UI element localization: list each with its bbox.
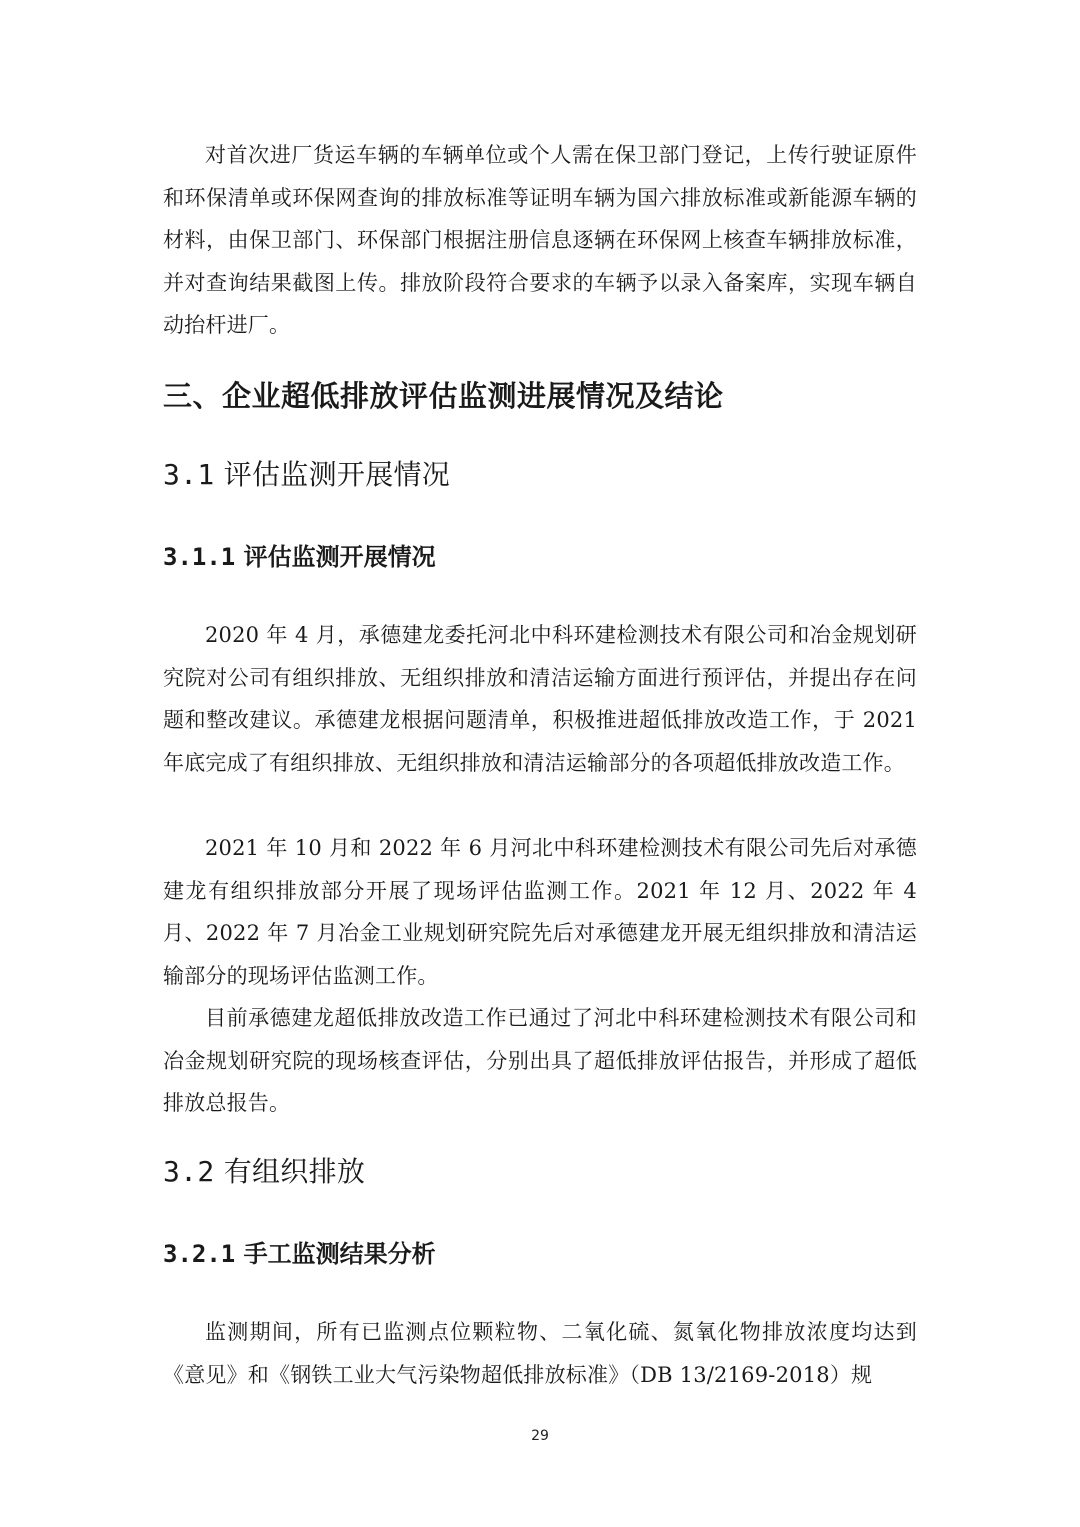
section-heading-3-2 [163, 1152, 917, 1192]
section-number: 3.2 [163, 1155, 215, 1188]
subsection-title: 手工监测结果分析 [243, 1240, 436, 1268]
section-title: 评估监测开展情况 [223, 458, 451, 491]
paragraph-manual-monitoring-results: 监测期间，所有已监测点位颗粒物、二氧化硫、氮氧化物排放浓度均达到《意见》和《钢铁工业大气污染物超低排放标准》（DB 13/2169-2018）规 [163, 1320, 917, 1387]
section-title: 有组织排放 [223, 1155, 366, 1188]
section-number: 3.1 [163, 458, 215, 491]
subsection-number: 3.2.1 [163, 1240, 236, 1268]
subsection-heading-3-2-1 [163, 1236, 917, 1272]
paragraph-current-status: 目前承德建龙超低排放改造工作已通过了河北中科环建检测技术有限公司和冶金规划研究院的现场核查评估，分别出具了超低排放评估报告，并形成了超低排放总报告。 [163, 1006, 917, 1116]
subsection-heading-3-1-1 [163, 539, 917, 575]
paragraph-pre-assessment: 2020 年 4 月，承德建龙委托河北中科环建检测技术有限公司和冶金规划研究院对公司有组织排放、无组织排放和清洁运输方面进行预评估，并提出存在问题和整改建议。承德建龙根据问题清单，积极推进超低排放改造工作，于 2021 年底完成了有组织排放、无组织排放和清洁运输部分的各项超低排放改造工作。 [163, 623, 917, 775]
paragraph-on-site-monitoring: 2021 年 10 月和 2022 年 6 月河北中科环建检测技术有限公司先后对承德建龙有组织排放部分开展了现场评估监测工作。2021 年 12 月、2022 年 4 月、2022 年 7 月冶金工业规划研究院先后对承德建龙开展无组织排放和清洁运输部分的现场评估监测工作。 [163, 836, 917, 988]
subsection-number: 3.1.1 [163, 543, 236, 571]
section-heading-3-1 [163, 455, 917, 495]
page-number: 29 [531, 1428, 549, 1444]
paragraph-vehicle-registration: 对首次进厂货运车辆的车辆单位或个人需在保卫部门登记，上传行驶证原件和环保清单或环保网查询的排放标准等证明车辆为国六排放标准或新能源车辆的材料，由保卫部门、环保部门根据注册信息逐辆在环保网上核查车辆排放标准，并对查询结果截图上传。排放阶段符合要求的车辆予以录入备案库，实现车辆自动抬杆进厂。 [163, 143, 917, 338]
subsection-title: 评估监测开展情况 [243, 543, 436, 571]
chapter-heading: 三、企业超低排放评估监测进展情况及结论 [163, 379, 724, 413]
